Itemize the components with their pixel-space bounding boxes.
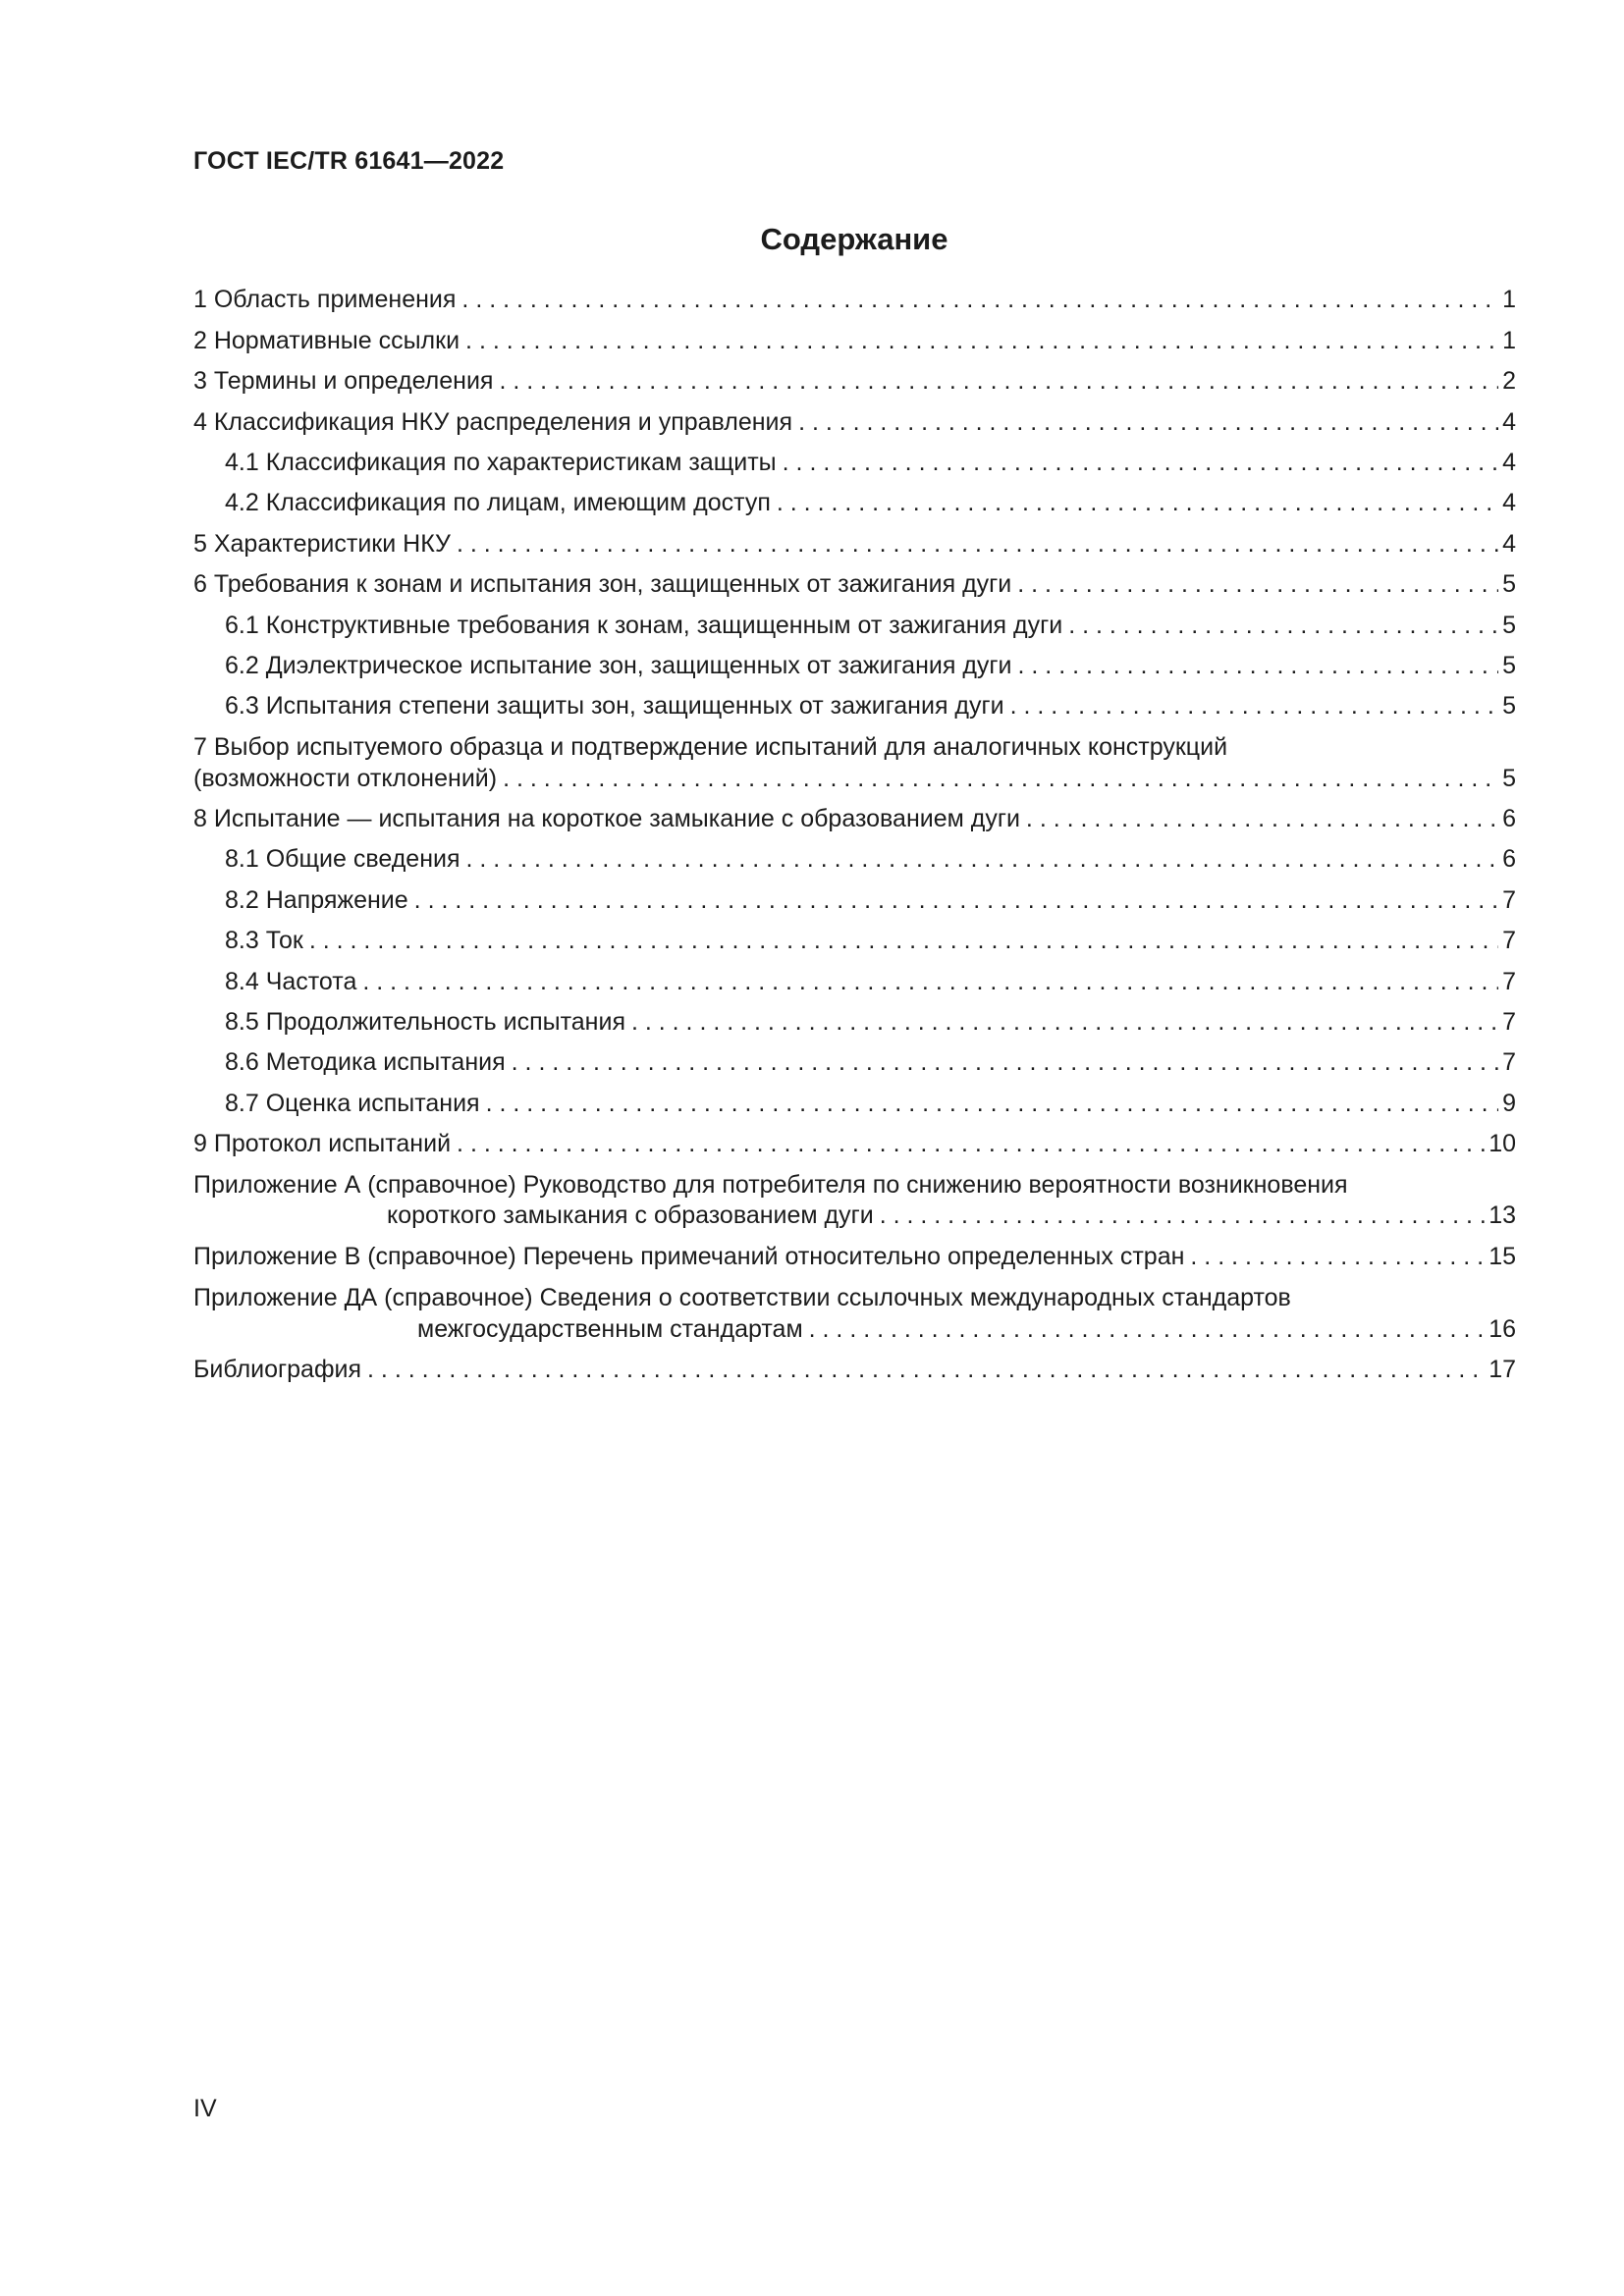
toc-entry-label: 8.3 Ток bbox=[225, 927, 303, 954]
toc-entry-section-8-2[interactable] bbox=[225, 886, 1516, 916]
toc-entry-section-8[interactable] bbox=[193, 805, 1516, 834]
toc-entry-label: 1 Область применения bbox=[193, 286, 457, 313]
toc-dot-leader bbox=[503, 765, 1498, 793]
toc-dot-leader bbox=[1068, 612, 1498, 640]
toc-entry-label: 4 Классификация НКУ распределения и управления bbox=[193, 408, 793, 436]
toc-entry-label: короткого замыкания с образованием дуги bbox=[387, 1201, 874, 1229]
toc-entry-label: 8.7 Оценка испытания bbox=[225, 1090, 480, 1117]
toc-entry-label: 4.1 Классификация по характеристикам защиты bbox=[225, 449, 777, 476]
toc-dot-leader bbox=[367, 1356, 1485, 1384]
toc-entry-page: 5 bbox=[1502, 692, 1516, 720]
toc-entry-label: (возможности отклонений) bbox=[193, 765, 498, 792]
toc-entry-section-9[interactable] bbox=[193, 1130, 1516, 1159]
toc-entry-page: 7 bbox=[1502, 1048, 1516, 1076]
document-code-header: ГОСТ IEC/TR 61641—2022 bbox=[193, 147, 505, 175]
toc-entry-section-7[interactable] bbox=[193, 765, 1516, 794]
toc-entry-section-6-3[interactable] bbox=[225, 692, 1516, 721]
toc-entry-section-6-2[interactable] bbox=[225, 652, 1516, 681]
toc-dot-leader bbox=[809, 1315, 1486, 1344]
toc-entry-label: 6.1 Конструктивные требования к зонам, защищенным от зажигания дуги bbox=[225, 612, 1063, 639]
toc-dot-leader bbox=[783, 449, 1498, 477]
toc-dot-leader bbox=[631, 1008, 1498, 1037]
toc-entry-annex-a-line1[interactable]: Приложение А (справочное) Руководство для потребителя по снижению вероятности возникновения bbox=[193, 1171, 1348, 1199]
toc-entry-label: 2 Нормативные ссылки bbox=[193, 327, 460, 354]
toc-dot-leader bbox=[461, 286, 1498, 314]
toc-entry-annex-da[interactable] bbox=[417, 1315, 1516, 1345]
toc-entry-page: 5 bbox=[1502, 612, 1516, 639]
toc-entry-page: 4 bbox=[1502, 408, 1516, 436]
toc-dot-leader bbox=[457, 1130, 1485, 1158]
toc-entry-section-4-1[interactable] bbox=[225, 449, 1516, 478]
toc-entry-page: 4 bbox=[1502, 449, 1516, 476]
toc-entry-section-4[interactable] bbox=[193, 408, 1516, 438]
toc-entry-section-8-4[interactable] bbox=[225, 968, 1516, 997]
toc-entry-label: 8.5 Продолжительность испытания bbox=[225, 1008, 625, 1036]
toc-entry-section-8-6[interactable] bbox=[225, 1048, 1516, 1078]
toc-entry-label: 5 Характеристики НКУ bbox=[193, 530, 451, 558]
toc-entry-bibliography[interactable] bbox=[193, 1356, 1516, 1385]
toc-entry-page: 7 bbox=[1502, 968, 1516, 995]
toc-dot-leader bbox=[1017, 570, 1498, 599]
toc-entry-section-1[interactable] bbox=[193, 286, 1516, 315]
toc-entry-page: 6 bbox=[1502, 845, 1516, 873]
toc-entry-annex-da-line1[interactable]: Приложение ДА (справочное) Сведения о соответствии ссылочных международных стандартов bbox=[193, 1284, 1291, 1311]
toc-entry-section-7-line1[interactable]: 7 Выбор испытуемого образца и подтверждение испытаний для аналогичных конструкций bbox=[193, 733, 1228, 761]
toc-entry-page: 15 bbox=[1489, 1243, 1516, 1270]
toc-entry-section-6[interactable] bbox=[193, 570, 1516, 600]
toc-entry-label: Библиография bbox=[193, 1356, 362, 1383]
toc-entry-page: 5 bbox=[1502, 765, 1516, 792]
toc-entry-label: межгосударственным стандартам bbox=[417, 1315, 803, 1343]
toc-entry-label: 6.2 Диэлектрическое испытание зон, защищенных от зажигания дуги bbox=[225, 652, 1012, 679]
toc-dot-leader bbox=[1190, 1243, 1485, 1271]
toc-entry-label: 4.2 Классификация по лицам, имеющим доступ bbox=[225, 489, 771, 516]
toc-entry-label: 8.2 Напряжение bbox=[225, 886, 408, 914]
toc-dot-leader bbox=[798, 408, 1498, 437]
toc-entry-label: 8.1 Общие сведения bbox=[225, 845, 460, 873]
toc-entry-page: 4 bbox=[1502, 530, 1516, 558]
toc-dot-leader bbox=[1026, 805, 1498, 833]
toc-dot-leader bbox=[880, 1201, 1485, 1230]
toc-dot-leader bbox=[1010, 692, 1498, 721]
toc-dot-leader bbox=[465, 327, 1498, 355]
toc-dot-leader bbox=[362, 968, 1498, 996]
toc-entry-section-5[interactable] bbox=[193, 530, 1516, 560]
toc-dot-leader bbox=[1018, 652, 1499, 680]
toc-entry-label: 8.6 Методика испытания bbox=[225, 1048, 506, 1076]
toc-entry-section-6-1[interactable] bbox=[225, 612, 1516, 641]
toc-entry-section-8-5[interactable] bbox=[225, 1008, 1516, 1038]
toc-title: Содержание bbox=[760, 222, 948, 256]
toc-dot-leader bbox=[512, 1048, 1498, 1077]
toc-entry-section-8-3[interactable] bbox=[225, 927, 1516, 956]
toc-entry-page: 1 bbox=[1502, 327, 1516, 354]
toc-dot-leader bbox=[457, 530, 1498, 559]
toc-entry-page: 9 bbox=[1502, 1090, 1516, 1117]
toc-entry-section-8-1[interactable] bbox=[225, 845, 1516, 875]
toc-entry-label: 8.4 Частота bbox=[225, 968, 357, 995]
toc-entry-label: 6 Требования к зонам и испытания зон, защищенных от зажигания дуги bbox=[193, 570, 1012, 598]
toc-dot-leader bbox=[486, 1090, 1499, 1118]
toc-entry-page: 7 bbox=[1502, 1008, 1516, 1036]
toc-entry-annex-b[interactable] bbox=[193, 1243, 1516, 1272]
toc-dot-leader bbox=[499, 367, 1498, 396]
toc-entry-page: 4 bbox=[1502, 489, 1516, 516]
toc-entry-label: 3 Термины и определения bbox=[193, 367, 494, 395]
toc-entry-section-4-2[interactable] bbox=[225, 489, 1516, 518]
toc-entry-page: 10 bbox=[1489, 1130, 1516, 1157]
toc-entry-label: Приложение В (справочное) Перечень примечаний относительно определенных стран bbox=[193, 1243, 1185, 1270]
page-number: IV bbox=[193, 2095, 217, 2122]
toc-entry-page: 13 bbox=[1489, 1201, 1516, 1229]
toc-entry-page: 5 bbox=[1502, 652, 1516, 679]
toc-entry-page: 6 bbox=[1502, 805, 1516, 832]
toc-entry-section-3[interactable] bbox=[193, 367, 1516, 397]
toc-entry-page: 7 bbox=[1502, 927, 1516, 954]
toc-entry-page: 1 bbox=[1502, 286, 1516, 313]
toc-entry-annex-a[interactable] bbox=[387, 1201, 1516, 1231]
toc-entry-label: 8 Испытание — испытания на короткое замыкание с образованием дуги bbox=[193, 805, 1020, 832]
toc-entry-page: 2 bbox=[1502, 367, 1516, 395]
toc-dot-leader bbox=[466, 845, 1499, 874]
toc-entry-page: 16 bbox=[1489, 1315, 1516, 1343]
toc-entry-page: 17 bbox=[1489, 1356, 1516, 1383]
toc-dot-leader bbox=[414, 886, 1498, 915]
toc-dot-leader bbox=[777, 489, 1498, 517]
toc-entry-label: 6.3 Испытания степени защиты зон, защищенных от зажигания дуги bbox=[225, 692, 1004, 720]
toc-entry-section-2[interactable] bbox=[193, 327, 1516, 356]
toc-entry-page: 7 bbox=[1502, 886, 1516, 914]
toc-entry-label: 9 Протокол испытаний bbox=[193, 1130, 452, 1157]
toc-dot-leader bbox=[309, 927, 1498, 955]
toc-entry-section-8-7[interactable] bbox=[225, 1090, 1516, 1119]
toc-entry-page: 5 bbox=[1502, 570, 1516, 598]
